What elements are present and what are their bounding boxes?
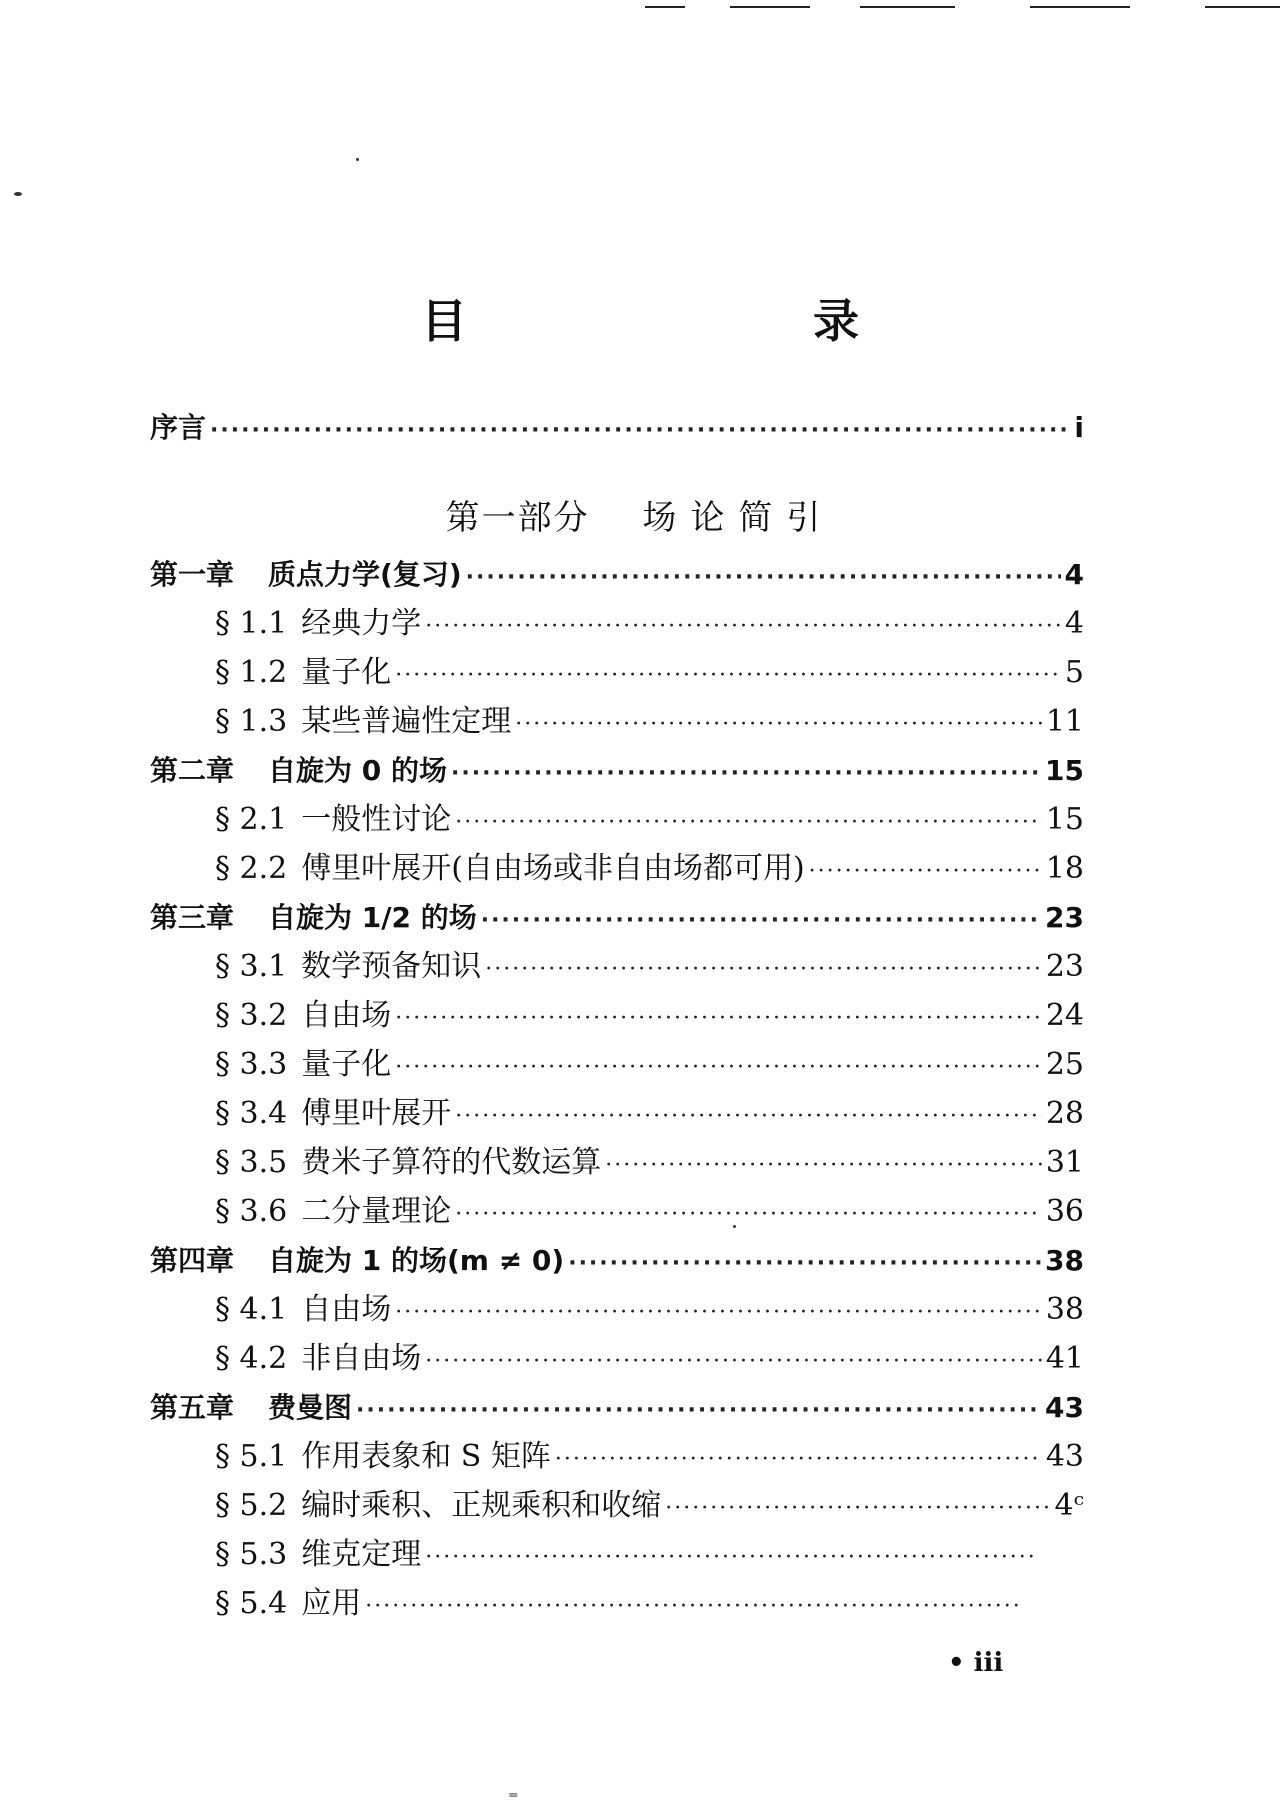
- preface-page: i: [1074, 411, 1084, 444]
- section-page: 36: [1045, 1194, 1084, 1229]
- section-page: 11: [1045, 704, 1084, 739]
- part-number: 第一部分: [445, 498, 590, 538]
- dot-leader: [425, 1538, 1037, 1578]
- dot-leader: [809, 852, 1042, 892]
- toc-section[interactable]: [215, 1339, 1084, 1382]
- section-page: 31: [1045, 1145, 1084, 1180]
- section-title: 傅里叶展开: [301, 1096, 452, 1131]
- section-number: § 2.2: [215, 851, 288, 886]
- section-number: § 4.2: [215, 1341, 288, 1376]
- section-number: § 3.3: [215, 1047, 288, 1082]
- section-number: § 3.1: [215, 949, 288, 984]
- dot-leader: [605, 1146, 1042, 1186]
- toc-chapter[interactable]: [150, 898, 1084, 941]
- dot-leader: [395, 1048, 1042, 1088]
- section-page: 43: [1045, 1439, 1084, 1474]
- section-number: § 3.2: [215, 998, 288, 1033]
- section-page: 38: [1045, 1292, 1084, 1327]
- section-title: 维克定理: [301, 1537, 422, 1572]
- section-number: § 3.4: [215, 1096, 288, 1131]
- section-page: 25: [1045, 1047, 1084, 1082]
- section-number: § 3.6: [215, 1194, 288, 1229]
- scan-speck: [14, 192, 22, 196]
- toc-section[interactable]: [215, 800, 1084, 843]
- preface-label: 序言: [150, 411, 207, 444]
- section-number: § 5.1: [215, 1439, 288, 1474]
- chapter-number: 第一章: [150, 558, 235, 591]
- toc-chapter[interactable]: [150, 1388, 1084, 1431]
- toc-section[interactable]: [215, 1045, 1084, 1088]
- dot-leader: [356, 1391, 1041, 1431]
- toc-section[interactable]: [215, 604, 1084, 647]
- section-number: § 1.3: [215, 704, 288, 739]
- part-name: 场论简引: [642, 498, 835, 538]
- section-page: 28: [1045, 1096, 1084, 1131]
- dot-leader: [365, 1587, 1022, 1627]
- scan-speck: [356, 158, 359, 161]
- section-title: 傅里叶展开(自由场或非自由场都可用): [301, 851, 805, 886]
- bottom-mark: ⁼: [508, 1786, 519, 1810]
- section-title: 量子化: [301, 1047, 392, 1082]
- section-page: 4: [1064, 606, 1084, 641]
- chapter-title: 自旋为 1 的场(m ≠ 0): [268, 1244, 565, 1277]
- dot-leader: [425, 1342, 1042, 1382]
- section-title: 二分量理论: [301, 1194, 452, 1229]
- section-number: § 3.5: [215, 1145, 288, 1180]
- page-title: 目 录: [421, 294, 1009, 348]
- dot-leader: [210, 411, 1066, 451]
- toc-section[interactable]: [215, 996, 1084, 1039]
- dot-leader: [395, 1293, 1042, 1333]
- section-title: 自由场: [301, 998, 392, 1033]
- toc-chapter[interactable]: [150, 555, 1084, 598]
- section-title: 编时乘积、正规乘积和收缩: [301, 1488, 662, 1523]
- toc-section[interactable]: [215, 947, 1084, 990]
- chapter-page: 15: [1045, 754, 1084, 787]
- toc-section[interactable]: [215, 1094, 1084, 1137]
- toc-chapter[interactable]: [150, 1241, 1084, 1284]
- section-title: 某些普遍性定理: [301, 704, 512, 739]
- section-title: 经典力学: [301, 606, 422, 641]
- toc-section[interactable]: [215, 1192, 1084, 1235]
- toc-section[interactable]: [215, 1584, 1040, 1627]
- chapter-number: 第二章: [150, 754, 235, 787]
- section-number: § 4.1: [215, 1292, 288, 1327]
- toc-chapter[interactable]: [150, 751, 1084, 794]
- chapter-page: 38: [1045, 1244, 1084, 1277]
- dot-leader: [485, 950, 1042, 990]
- toc-section[interactable]: [215, 1437, 1084, 1480]
- section-page: 41: [1045, 1341, 1084, 1376]
- chapter-title: 费曼图: [268, 1391, 353, 1424]
- dot-leader: [568, 1244, 1041, 1284]
- section-title: 费米子算符的代数运算: [301, 1145, 602, 1180]
- dot-leader: [425, 607, 1061, 647]
- dot-leader: [466, 558, 1061, 598]
- section-page: 4ᶜ: [1054, 1488, 1084, 1523]
- section-number: § 5.4: [215, 1586, 288, 1621]
- chapter-page: 23: [1045, 901, 1084, 934]
- section-page: 23: [1045, 949, 1084, 984]
- dot-leader: [455, 1195, 1042, 1235]
- section-title: 自由场: [301, 1292, 392, 1327]
- section-number: § 1.2: [215, 655, 288, 690]
- toc-section[interactable]: [215, 653, 1084, 696]
- chapter-title: 自旋为 0 的场: [268, 754, 447, 787]
- section-page: 24: [1045, 998, 1084, 1033]
- dot-leader: [455, 1097, 1042, 1137]
- toc-section[interactable]: [215, 849, 1084, 892]
- section-title: 非自由场: [301, 1341, 422, 1376]
- chapter-number: 第三章: [150, 901, 235, 934]
- dot-leader: [665, 1489, 1050, 1529]
- chapter-title: 自旋为 1/2 的场: [268, 901, 477, 934]
- top-edge-rules: [0, 0, 1280, 12]
- section-title: 作用表象和 S 矩阵: [301, 1439, 551, 1474]
- part-heading: [0, 490, 1280, 539]
- toc-preface[interactable]: [150, 408, 1084, 451]
- section-number: § 5.3: [215, 1537, 288, 1572]
- section-page: 5: [1064, 655, 1084, 690]
- dot-leader: [395, 999, 1042, 1039]
- section-number: § 2.1: [215, 802, 288, 837]
- section-title: 一般性讨论: [301, 802, 452, 837]
- chapter-page: 43: [1045, 1391, 1084, 1424]
- section-number: § 1.1: [215, 606, 288, 641]
- section-title: 数学预备知识: [301, 949, 482, 984]
- toc-section[interactable]: [215, 1486, 1084, 1529]
- chapter-number: 第五章: [150, 1391, 235, 1424]
- section-title: 应用: [301, 1586, 362, 1621]
- chapter-title: 质点力学(复习): [268, 558, 462, 591]
- dot-leader: [451, 754, 1041, 794]
- page-number: • iii: [948, 1648, 1004, 1678]
- toc-section[interactable]: [215, 1535, 1055, 1578]
- section-page: 18: [1045, 851, 1084, 886]
- section-page: 15: [1045, 802, 1084, 837]
- dot-leader: [481, 901, 1041, 941]
- dot-leader: [395, 656, 1061, 696]
- toc-section[interactable]: [215, 702, 1084, 745]
- section-number: § 5.2: [215, 1488, 288, 1523]
- dot-leader: [515, 705, 1042, 745]
- chapter-page: 4: [1064, 558, 1084, 591]
- section-title: 量子化: [301, 655, 392, 690]
- dot-leader: [555, 1440, 1042, 1480]
- toc-section[interactable]: [215, 1143, 1084, 1186]
- chapter-number: 第四章: [150, 1244, 235, 1277]
- dot-leader: [455, 803, 1042, 843]
- toc-section[interactable]: [215, 1290, 1084, 1333]
